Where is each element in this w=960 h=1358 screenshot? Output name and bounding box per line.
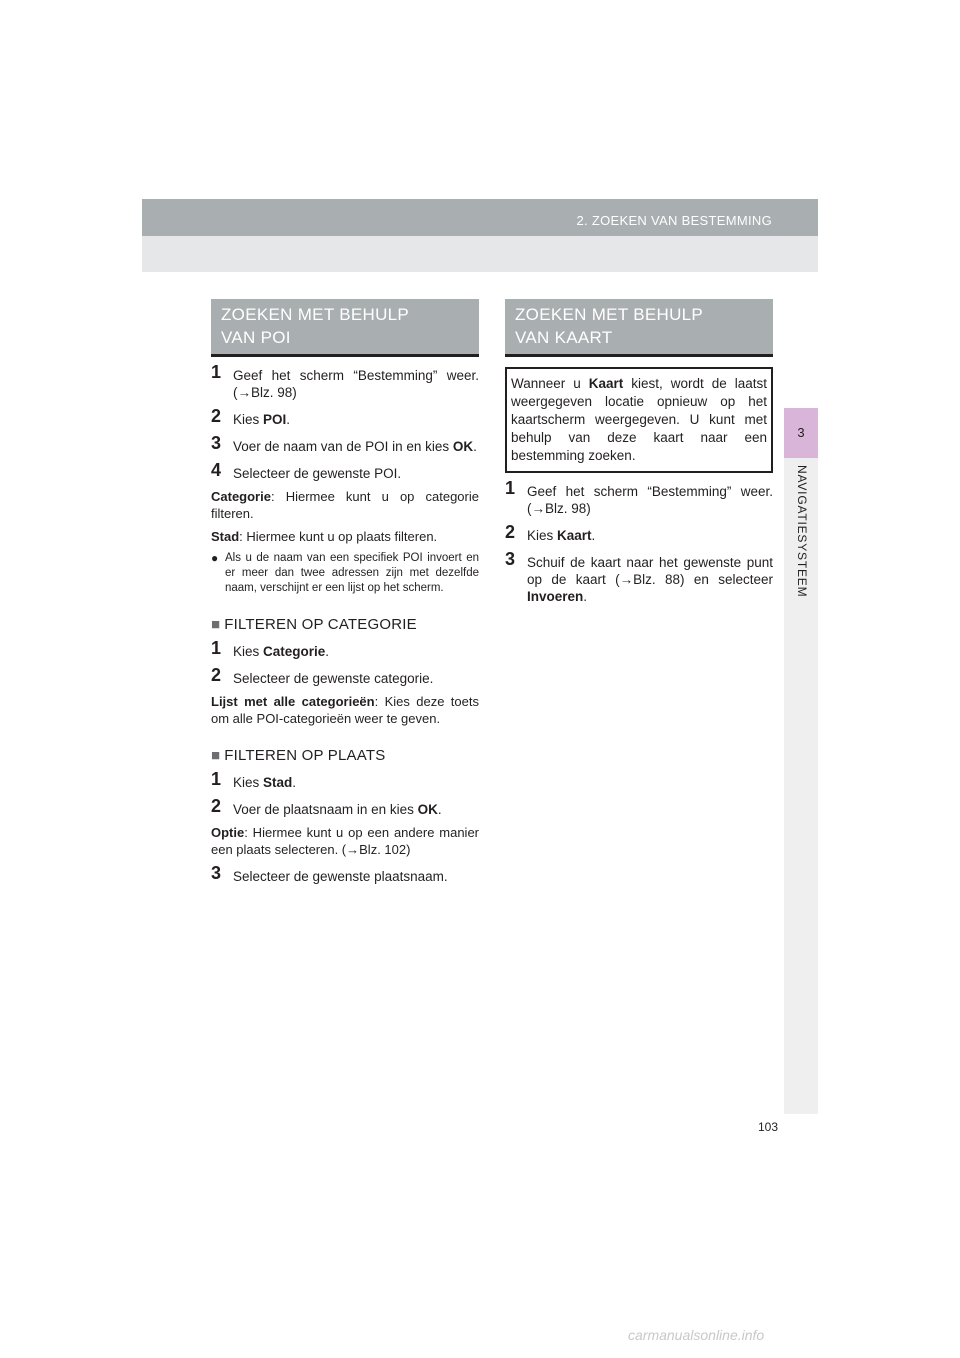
header-band: [142, 236, 818, 272]
step-4: 4 Selecteer de gewenste POI.: [211, 460, 402, 481]
right-step-1: 1 Geef het scherm “Bestemming” weer. (→Blz. 98): [505, 478, 773, 516]
note-stad: Stad: Hiermee kunt u op plaats filteren.: [211, 529, 438, 544]
poi-button-label: POI: [263, 412, 287, 427]
sub1-step-1: 1 Kies Categorie.: [211, 638, 330, 659]
bullet-note: ● Als u de naam van een specifiek POI invoert en er meer dan twee adressen zijn met dezelfde naam, verschijnt er een lijst op het scherm.: [211, 551, 479, 594]
chapter-tab: [784, 408, 818, 458]
step-1: 1 Geef het scherm “Bestemming” weer. (→Blz. 98): [211, 362, 479, 400]
ok-button-label: OK: [452, 439, 474, 454]
left-column: [211, 299, 479, 885]
note-optie: Optie: Hiermee kunt u op een andere manier een plaats selecteren. (→Blz. 102): [211, 825, 479, 857]
step-2: 2 Kies POI.: [211, 406, 291, 427]
note-lijst: Lijst met alle categorieën: Kies deze toets om alle POI-categorieën weer te geven.: [211, 694, 479, 726]
right-step-3: 3 Schuif de kaart naar het gewenste punt op de kaart (→Blz. 88) en selecteer Invoeren.: [505, 549, 773, 604]
map-section-heading: ZOEKEN MET BEHULP VAN KAART: [505, 299, 773, 357]
info-box: Wanneer u Kaart kiest, wordt de laatst weergegeven locatie opnieuw op het kaartscherm weergegeven. U kunt met behulp van deze kaart naar een bestemming zoeken.: [505, 367, 773, 473]
sub1-step-2: 2 Selecteer de gewenste categorie.: [211, 665, 434, 686]
sub2-step-3: 3 Selecteer de gewenste plaatsnaam.: [211, 863, 448, 884]
square-icon: ■: [211, 747, 221, 764]
chapter-label: NAVIGATIESYSTEEM: [795, 465, 809, 598]
chapter-number: 3: [797, 425, 805, 440]
right-column: [505, 299, 773, 605]
watermark-footer: carmanualsonline.info: [628, 1327, 765, 1343]
sub2-step-2: 2 Voer de plaatsnaam in en kies OK.: [211, 796, 442, 817]
section-title: 2. ZOEKEN VAN BESTEMMING: [576, 213, 772, 228]
square-icon: ■: [211, 616, 221, 633]
sub2-step-1: 1 Kies Stad.: [211, 769, 297, 790]
right-step-2: 2 Kies Kaart.: [505, 522, 596, 543]
poi-section-heading: ZOEKEN MET BEHULP VAN POI: [211, 299, 479, 357]
bullet-icon: ●: [211, 551, 219, 565]
sub-heading-plaats: ■ FILTEREN OP PLAATS: [211, 747, 386, 764]
step-3: 3 Voer de naam van de POI in en kies OK.: [211, 433, 477, 454]
sub-heading-categorie: ■ FILTEREN OP CATEGORIE: [211, 616, 417, 633]
header-bar: [142, 199, 818, 236]
page-number: 103: [758, 1120, 779, 1134]
note-categorie: Categorie: Hiermee kunt u op categorie filteren.: [211, 489, 479, 521]
